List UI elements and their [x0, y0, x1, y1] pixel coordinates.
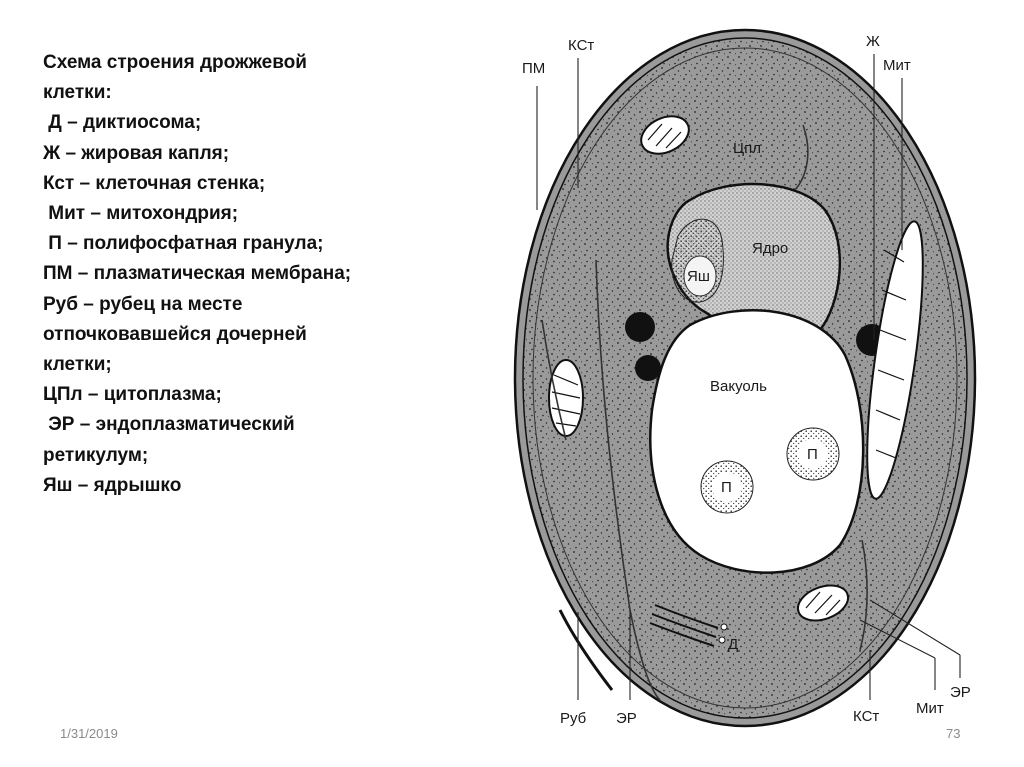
legend-item-kst: Кст – клеточная стенка;: [43, 172, 266, 194]
legend-item-er-1: ЭР – эндоплазматический: [43, 414, 295, 436]
legend-title-line-1: Схема строения дрожжевой: [43, 52, 307, 73]
label-pm: ПМ: [522, 60, 546, 77]
legend-item-rub-2: отпочковавшейся дочерней: [43, 323, 307, 345]
legend-item-zh: Ж – жировая капля;: [43, 142, 230, 164]
label-mit-bottom: Мит: [916, 700, 944, 717]
legend-item-rub-3: клетки;: [43, 354, 112, 376]
legend-item-rub-1: Руб – рубец на месте: [43, 293, 243, 315]
legend-title-line-2: клетки:: [43, 82, 112, 104]
legend-item-er-2: ретикулум;: [43, 444, 149, 466]
label-er-right: ЭР: [950, 684, 971, 701]
legend-item-p: П – полифосфатная гранула;: [43, 233, 324, 255]
label-nucleolus: Яш: [687, 268, 710, 285]
label-vacuole: Вакуоль: [710, 378, 767, 395]
label-mit-top: Мит: [883, 57, 911, 74]
label-rub: Руб: [560, 710, 587, 727]
mitochondrion-left: [549, 360, 583, 436]
legend-item-pm: ПМ – плазматическая мембрана;: [43, 263, 352, 285]
label-kst-bottom: КСт: [853, 708, 880, 725]
label-granule-2: П: [807, 446, 818, 463]
legend-item-mit: Мит – митохондрия;: [43, 203, 239, 225]
slide-number: 73: [946, 726, 961, 741]
label-dictyosome: Д: [728, 636, 739, 653]
slide-date: 1/31/2019: [60, 726, 118, 741]
label-nucleus: Ядро: [752, 240, 789, 257]
legend-item-yash: Яш – ядрышко: [43, 474, 182, 496]
label-er-bottom: ЭР: [616, 710, 637, 727]
legend-item-cpl: ЦПл – цитоплазма;: [43, 384, 222, 406]
label-zh: Ж: [866, 33, 880, 50]
label-granule-1: П: [721, 479, 732, 496]
legend-item-d: Д – диктиосома;: [43, 112, 202, 134]
label-cpl: Цпл: [733, 140, 761, 157]
label-kst-top: КСт: [568, 37, 595, 54]
